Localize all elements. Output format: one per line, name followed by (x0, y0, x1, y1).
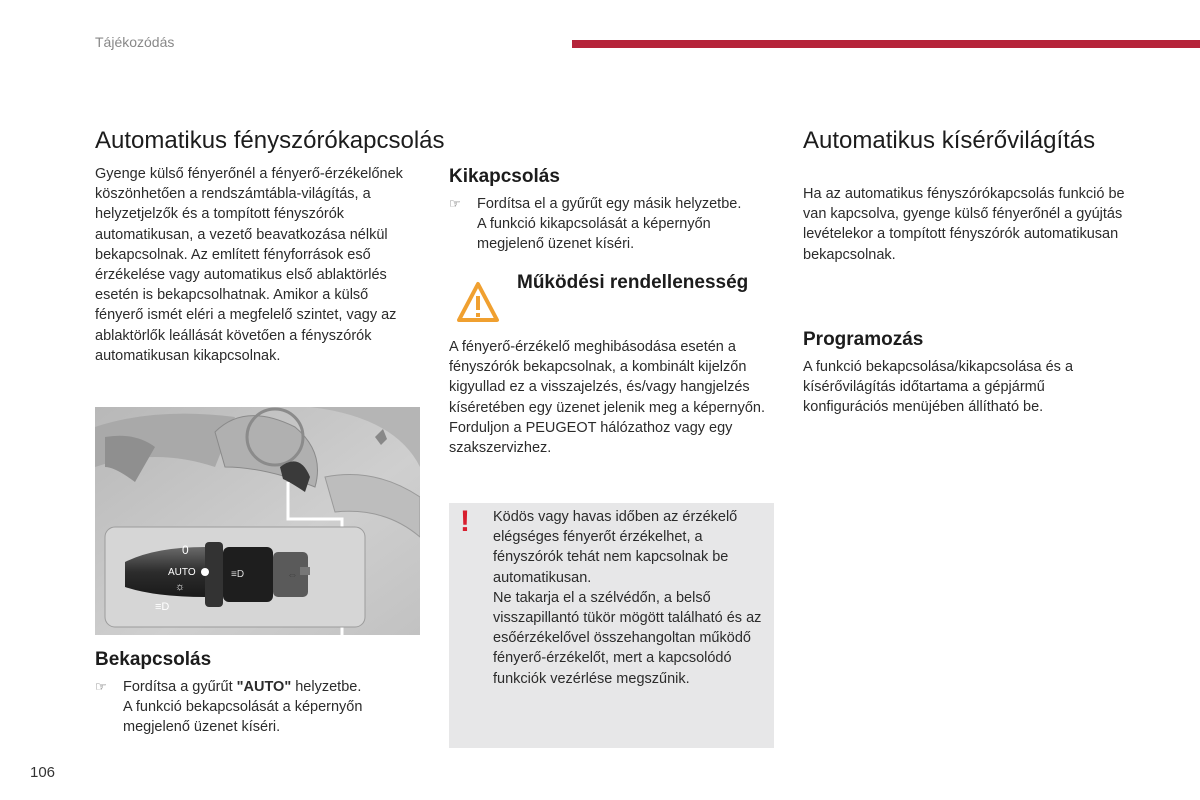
left-title: Automatikus fényszórókapcsolás (95, 127, 445, 154)
page-number: 106 (30, 764, 56, 781)
off-bullet (449, 194, 769, 255)
fault-title: Működési rendellenesség (517, 272, 749, 293)
note-text-1: Ködös vagy havas időben az érzékelő elégséges fényerőt érzékelhet, a fényszórók tehát nem kapcsolnak be automatikusan. (493, 509, 738, 586)
exclamation-icon: ! (460, 505, 470, 538)
on-text-line2: A funkció bekapcsolását a képernyőn megjelenő üzenet kíséri. (123, 699, 363, 736)
header-accent-bar (572, 40, 1200, 48)
stalk-illustration-svg (95, 407, 420, 635)
svg-text:≡D: ≡D (231, 569, 245, 580)
section-label: Tájékozódás (95, 34, 175, 50)
fault-text (449, 337, 774, 458)
illus-auto-label: AUTO (168, 567, 196, 578)
on-text-post: helyzetbe. (291, 679, 362, 695)
light-switch-illustration (95, 407, 420, 635)
svg-text:≡D: ≡D (155, 601, 170, 613)
right-text: Ha az automatikus fényszórókapcsolás funkció be van kapcsolva, gyenge külső fényerőnél a gyújtás levételekor a tompított fényszórók automatikusan bekapcsolnak. (803, 186, 1125, 263)
note-text-2: Ne takarja el a szélvédőn, a belső visszapillantó tükör mögött található és az esőérzékelővel összehangoltan működő fényerő-érzékelőt, mert a kapcsolódó funkciók vezérlése megszűnik. (493, 589, 762, 687)
on-text-auto: "AUTO" (236, 679, 292, 695)
prog-title: Programozás (803, 329, 924, 350)
prog-text: A funkció bekapcsolása/kikapcsolása és a kísérővilágítás időtartama a gépjármű konfigurációs menüjében állítható be. (803, 359, 1074, 416)
right-title: Automatikus kísérővilágítás (803, 127, 1096, 154)
off-text-line1: Fordítsa el a gyűrűt egy másik helyzetbe. (477, 196, 742, 212)
fault-text-2: Forduljon a PEUGEOT hálózathoz vagy egy szakszervizhez. (449, 419, 733, 457)
bullet-icon: ☞ (95, 679, 107, 694)
illus-zero-label: 0 (182, 543, 189, 557)
off-text-line2: A funkció kikapcsolását a képernyőn megjelenő üzenet kíséri. (477, 216, 711, 253)
on-title: Bekapcsolás (95, 649, 212, 670)
off-title: Kikapcsolás (449, 166, 560, 187)
on-text-pre: Fordítsa a gyűrűt (123, 679, 237, 695)
svg-text:⇔: ⇔ (287, 569, 298, 581)
left-intro: Gyenge külső fényerőnél a fényerő-érzékelőnek köszönhetően a rendszámtábla-világítás, a helyzetjelzők és a tompított fényszórók automatikusan, a vezető beavatkozása nélkül bekapcsolnak. Az említett fényforrások eső érzékelése vagy automatikus első ablaktörlés esetén is bekapcsolhatnak. Amikor a külső fényerő ismét eléri a megfelelő szintet, vagy az ablaktörlők leállását követően a fényszórók automatikusan kikapcsolnak. (95, 166, 403, 364)
note-text (493, 507, 763, 689)
fault-text-1: A fényerő-érzékelő meghibásodása esetén a fényszórók bekapcsolnak, a kombinált kijelzőn kigyullad ez a visszajelzés, és/vagy hangjelzés kíséretében egy üzenet jelenik meg a képernyőn. (449, 339, 765, 416)
bullet-icon: ☞ (449, 196, 461, 211)
warning-triangle-icon (455, 280, 501, 324)
svg-text:☼: ☼ (175, 581, 186, 593)
on-bullet (95, 677, 415, 738)
